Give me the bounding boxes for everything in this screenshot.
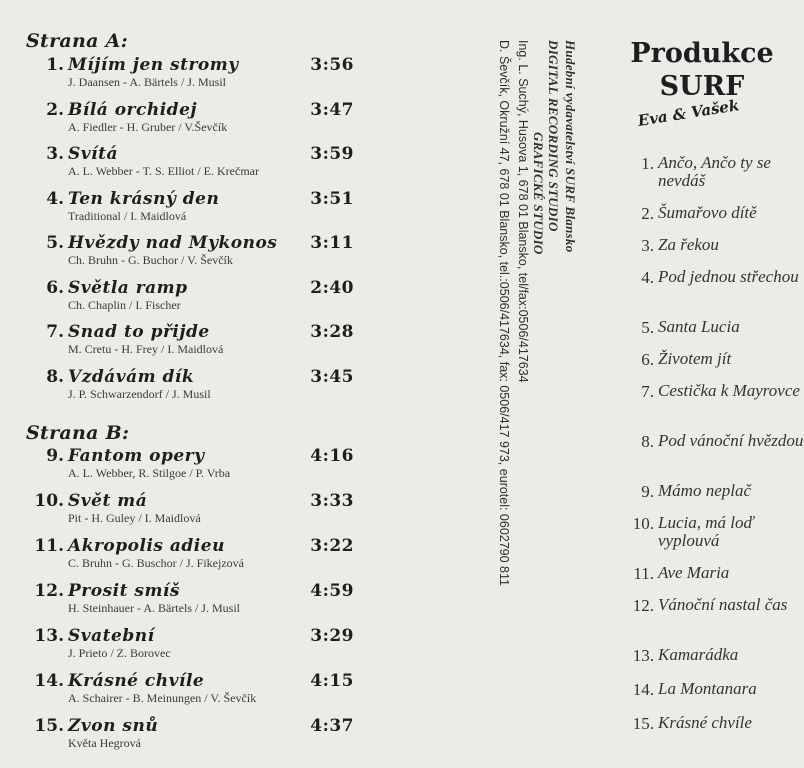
- track-duration: 3:47: [310, 99, 354, 120]
- track-title: Zvon snů: [68, 716, 159, 736]
- track-credits: J. Prieto / Z. Borovec: [68, 646, 171, 660]
- track-duration: 3:56: [310, 55, 354, 75]
- track-credits: Květa Hegrová: [68, 736, 141, 750]
- side-a-heading: Strana A:: [26, 30, 129, 52]
- track-number: 11.: [34, 536, 64, 556]
- track-row: [0, 671, 488, 715]
- track-row: [0, 322, 488, 366]
- track-duration: 3:11: [310, 233, 354, 253]
- cover-track-number: 10.: [632, 514, 654, 533]
- cover-track-title: Santa Lucia: [658, 317, 740, 336]
- track-credits: A. Fiedler - H. Gruber / V.Ševčík: [68, 119, 228, 134]
- cover-track-number: 2.: [641, 204, 654, 223]
- cover-track-title: Krásné chvíle: [658, 713, 752, 732]
- track-number: 9.: [46, 446, 64, 466]
- track-duration: 3:28: [310, 322, 354, 342]
- cover-track-title: Ančo, Ančo ty se nevdáš: [658, 153, 771, 190]
- cover-track-number: 1.: [641, 154, 654, 173]
- track-row: [0, 716, 488, 760]
- track-row: [0, 100, 488, 144]
- track-row: [0, 189, 488, 233]
- brand-line-1: Produkce: [630, 38, 774, 69]
- track-credits: Traditional / I. Maidlová: [68, 208, 187, 223]
- cover-track-number: 14.: [632, 680, 654, 699]
- track-title: Hvězdy nad Mykonos: [68, 233, 278, 253]
- brand-line-2: SURF: [659, 71, 745, 102]
- cover-track-number: 5.: [641, 318, 654, 337]
- track-duration: 4:37: [310, 716, 354, 736]
- cover-track-title: Lucia, má loď vyplouvá: [658, 513, 754, 550]
- track-credits: C. Bruhn - G. Buschor / J. Fikejzová: [68, 556, 244, 570]
- cover-track-title: Pod jednou střechou: [658, 267, 799, 286]
- studio-line: DIGITAL RECORDING STUDIO: [546, 40, 561, 232]
- track-title: Snad to přijde: [68, 322, 210, 342]
- track-credits: A. Schairer - B. Meinungen / V. Ševčík: [68, 691, 257, 705]
- cover-track-number: 3.: [641, 236, 654, 255]
- cover-track-number: 13.: [632, 646, 654, 665]
- track-duration: 3:45: [310, 366, 354, 387]
- track-duration: 4:15: [310, 671, 354, 691]
- artist-name: Eva & Vašek: [636, 96, 741, 130]
- track-number: 13.: [34, 626, 64, 646]
- spine-panel: [488, 0, 600, 768]
- track-title: Svatební: [68, 626, 155, 646]
- contact-line-2: D. Ševčík, Okružní 47, 678 01 Blansko, tel.:0506/417634, fax: 0506/417 973, eurotel: 0602790 811: [497, 40, 511, 586]
- track-title: Krásné chvíle: [68, 671, 205, 691]
- track-title: Prosit smíš: [68, 581, 180, 601]
- cover-track-number: 4.: [641, 268, 654, 287]
- cover-track-number: 11.: [633, 564, 654, 583]
- track-row: [0, 144, 488, 188]
- track-duration: 4:59: [310, 581, 354, 601]
- track-number: 14.: [34, 671, 64, 691]
- track-number: 6.: [46, 277, 64, 298]
- track-title: Akropolis adieu: [68, 536, 225, 556]
- track-credits: A. L. Webber - T. S. Elliot / E. Krečmar: [68, 164, 259, 178]
- track-duration: 3:33: [310, 491, 354, 511]
- cover-track-title: Za řekou: [658, 235, 719, 254]
- track-row: [0, 581, 488, 625]
- track-duration: 3:51: [310, 188, 354, 209]
- track-row: [0, 626, 488, 670]
- track-number: 3.: [46, 144, 64, 164]
- track-credits: H. Steinhauer - A. Bärtels / J. Musil: [68, 601, 240, 615]
- track-credits: Ch. Bruhn - G. Buchor / V. Ševčík: [68, 253, 233, 267]
- cover-track-title: Kamarádka: [658, 645, 739, 664]
- track-row: [0, 367, 488, 411]
- track-credits: J. Daansen - A. Bärtels / J. Musil: [68, 75, 226, 89]
- track-title: Ten krásný den: [68, 188, 220, 209]
- track-title: Vzdávám dík: [68, 366, 195, 387]
- track-title: Fantom opery: [68, 446, 205, 466]
- track-row: [0, 536, 488, 580]
- cover-track-title: Vánoční nastal čas: [658, 595, 788, 614]
- track-number: 10.: [34, 491, 64, 511]
- cover-track-title: Pod vánoční hvězdou: [658, 431, 804, 450]
- track-number: 4.: [46, 188, 64, 209]
- track-number: 5.: [46, 233, 64, 253]
- contact-line-1: Ing. L. Suchý, Husova 1, 678 01 Blansko, tel/fax:0506/417634: [516, 40, 530, 383]
- cover-track-number: 15.: [632, 714, 654, 733]
- cover-track-title: Životem jít: [658, 349, 732, 368]
- track-number: 2.: [46, 99, 64, 120]
- cover-track-number: 7.: [641, 382, 654, 401]
- track-title: Míjím jen stromy: [68, 55, 239, 75]
- track-duration: 3:29: [310, 626, 354, 646]
- track-row: [0, 491, 488, 535]
- side-b-heading: Strana B:: [26, 422, 130, 444]
- track-number: 12.: [34, 581, 64, 601]
- cover-panel: [600, 0, 804, 768]
- track-row: [0, 55, 488, 99]
- track-credits: Ch. Chaplin / I. Fischer: [68, 297, 181, 312]
- track-title: Světla ramp: [68, 277, 188, 298]
- track-credits: M. Cretu - H. Frey / I. Maidlová: [68, 342, 224, 356]
- track-credits: Pit - H. Guley / I. Maidlová: [68, 511, 201, 525]
- track-duration: 3:22: [310, 536, 354, 556]
- cover-track-title: Šumařovo dítě: [658, 203, 757, 222]
- cover-track-number: 8.: [641, 432, 654, 451]
- track-credits: A. L. Webber, R. Stilgoe / P. Vrba: [68, 466, 231, 480]
- track-row: [0, 446, 488, 490]
- publisher-line: Hudební vydavatelství SURF Blansko: [563, 40, 578, 253]
- track-credits: J. P. Schwarzendorf / J. Musil: [68, 386, 211, 401]
- track-title: Svítá: [68, 144, 118, 164]
- track-number: 15.: [34, 716, 64, 736]
- cover-track-number: 12.: [632, 596, 654, 615]
- track-duration: 3:59: [310, 144, 354, 164]
- track-number: 7.: [46, 322, 64, 342]
- cover-track-number: 9.: [641, 482, 654, 501]
- track-number: 8.: [46, 366, 64, 387]
- cover-track-title: La Montanara: [658, 679, 757, 698]
- track-duration: 2:40: [310, 277, 354, 298]
- cover-track-title: Cestička k Mayrovce: [658, 381, 800, 400]
- track-duration: 4:16: [310, 446, 354, 466]
- track-number: 1.: [46, 55, 64, 75]
- cover-track-number: 6.: [641, 350, 654, 369]
- track-row: [0, 278, 488, 322]
- graphic-studio-line: GRAFICKÉ STUDIO: [531, 132, 546, 255]
- track-row: [0, 233, 488, 277]
- track-title: Svět má: [68, 491, 148, 511]
- cover-track-title: Ave Maria: [658, 563, 730, 582]
- track-title: Bílá orchidej: [68, 99, 198, 120]
- cover-track-title: Mámo neplač: [658, 481, 752, 500]
